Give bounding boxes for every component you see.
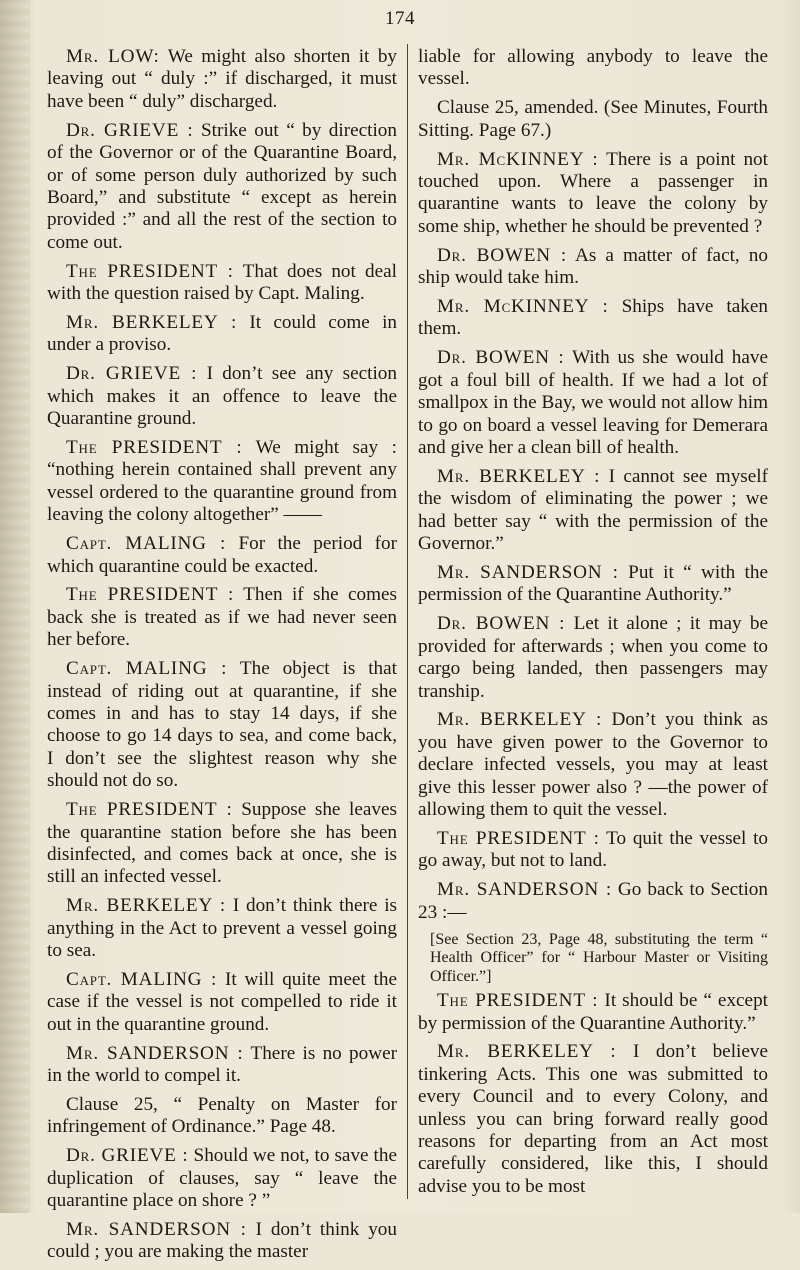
page-number: 174: [385, 8, 415, 29]
speaker-name: Mr. BERKELEY :: [66, 311, 238, 333]
paragraph: [47, 1219, 397, 1264]
paragraph: [47, 437, 397, 527]
right-column: [418, 46, 768, 1205]
paragraph: [418, 97, 768, 142]
paragraph: [47, 46, 397, 113]
paragraph: [418, 296, 768, 341]
paragraph: [47, 363, 397, 430]
paragraph-text: We might also shorten it by leaving out “ duly :” if discharged, it must have been “ duly” discharged.: [47, 46, 398, 112]
speaker-name: Mr. McKINNEY :: [437, 148, 599, 170]
paragraph: [47, 120, 397, 254]
speaker-name: Dr. GRIEVE :: [66, 1145, 189, 1167]
paragraph-text: I don’t think there is anything in the Act to prevent a vessel going to sea.: [47, 895, 397, 962]
paragraph-text: I don’t believe tinkering Acts. This one was submitted to every Council and to every Colony, and unless you can bring forward really good reasons for departing from an Act most carefully considered, like this, I should advise you to be most: [418, 1041, 768, 1197]
paragraph-text: liable for allowing anybody to leave the vessel.: [418, 46, 768, 90]
paragraph: [47, 261, 397, 306]
paragraph-text: To quit the vessel to go away, but not to land.: [418, 828, 768, 872]
paragraph-text: I cannot see myself the wisdom of eliminating the power ; we had better say “ with the permission of the Governor.”: [418, 465, 768, 555]
paragraph-text: Don’t you think as you have given power to the Governor to declare infected vessels, you may at least give this lesser power also ? —the power of allowing them to quit the vessel.: [418, 709, 768, 821]
speaker-name: Mr. McKINNEY :: [437, 296, 609, 318]
paragraph: [418, 931, 768, 987]
speaker-name: The PRESIDENT :: [66, 799, 233, 821]
paragraph-text: Clause 25, amended. (See Minutes, Fourth Sitting. Page 67.): [418, 97, 768, 141]
speaker-name: Mr. SANDERSON :: [437, 879, 612, 901]
paragraph: [47, 533, 397, 578]
paragraph: [418, 990, 768, 1035]
paragraph-text: I don’t see any section which makes it an offence to leave the Quarantine ground.: [47, 363, 397, 430]
paragraph-text: The object is that instead of riding out at quarantine, if she comes in and has to stay 14 days, if she choose to go 14 days to sea, and come back, I don’t see the slightest reason why she should not do so.: [47, 658, 397, 792]
speaker-name: Dr. BOWEN :: [437, 244, 567, 266]
paragraph-text: For the period for which quarantine could be exacted.: [47, 533, 397, 577]
paragraph-text: [See Section 23, Page 48, substituting the term “ Health Officer” for “ Harbour Master or Visiting Officer.”]: [430, 930, 768, 985]
paragraph-text: We might say : “nothing herein contained shall prevent any vessel ordered to the quarantine ground from leaving the colony altogether” ——: [47, 437, 397, 526]
paragraph: [47, 584, 397, 651]
paragraph-text: It could come in under a proviso.: [47, 311, 398, 356]
speaker-name: Mr. BERKELEY :: [437, 1041, 617, 1063]
paragraph: [47, 1043, 397, 1088]
speaker-name: Mr. SANDERSON :: [66, 1219, 247, 1240]
speaker-name: Mr. SANDERSON :: [437, 562, 619, 584]
paragraph: [418, 149, 768, 239]
paragraph: [418, 1041, 768, 1198]
paragraph: [47, 969, 397, 1036]
paragraph-text: Clause 25, “ Penalty on Master for infringement of Ordinance.” Page 48.: [47, 1093, 397, 1138]
paragraph-text: I don’t think you could ; you are making the master: [47, 1219, 397, 1263]
speaker-name: The PRESIDENT :: [66, 437, 243, 458]
paragraph: [418, 245, 768, 290]
binding-gutter: [0, 0, 30, 1213]
column-divider: [407, 44, 408, 1199]
speaker-name: Dr. GRIEVE :: [66, 119, 194, 141]
speaker-name: The PRESIDENT :: [437, 990, 599, 1012]
paragraph: [418, 46, 768, 91]
paragraph: [418, 828, 768, 873]
speaker-name: Capt. MALING :: [66, 968, 218, 990]
left-column: [47, 46, 397, 1270]
paragraph-text: Strike out “ by direction of the Governor or of the Quarantine Board, or of some person duly authorized by such Board,” and substitute “ except as herein provided :” and all the rest of the section to come out.: [47, 119, 397, 253]
paragraph-text: Go back to Section 23 :—: [418, 879, 768, 923]
paragraph-text: Then if she comes back she is treated as if we had never seen her before.: [47, 584, 397, 651]
speaker-name: Mr. LOW:: [66, 46, 160, 67]
paragraph: [418, 347, 768, 459]
paragraph-text: Suppose she leaves the quarantine station before she has been disinfected, and comes back at once, she is still an infected vessel.: [47, 799, 397, 888]
paragraph: [47, 1145, 397, 1212]
paragraph-text: It should be “ except by permission of the Quarantine Authority.”: [418, 990, 768, 1034]
speaker-name: Mr. BERKELEY :: [66, 895, 227, 917]
paragraph: [418, 709, 768, 821]
speaker-name: Capt. MALING :: [66, 533, 227, 555]
speaker-name: Dr. BOWEN :: [437, 613, 566, 635]
paragraph: [47, 799, 397, 889]
paragraph: [418, 466, 768, 556]
paragraph-text: There is no power in the world to compel it.: [47, 1042, 397, 1087]
speaker-name: Mr. BERKELEY :: [437, 709, 603, 731]
paragraph-text: There is a point not touched upon. Where a passenger in quarantine wants to leave the colony by some ship, whether he should be prevented ?: [418, 148, 768, 237]
paragraph-text: As a matter of fact, no ship would take him.: [418, 244, 768, 289]
paragraph-text: That does not deal with the question raised by Capt. Maling.: [47, 260, 397, 305]
speaker-name: The PRESIDENT :: [66, 584, 235, 606]
speaker-name: Mr. BERKELEY :: [437, 465, 601, 487]
paragraph: [47, 895, 397, 962]
speaker-name: Mr. SANDERSON :: [66, 1042, 244, 1064]
paragraph-text: It will quite meet the case if the vessel is not compelled to ride it out in the quarantine ground.: [47, 968, 397, 1035]
speaker-name: Dr. BOWEN :: [437, 347, 565, 369]
paragraph: [418, 879, 768, 924]
paragraph: [418, 613, 768, 703]
paragraph-text: Should we not, to save the duplication of clauses, say “ leave the quarantine place on shore ? ”: [47, 1145, 397, 1212]
speaker-name: Capt. MALING :: [66, 658, 228, 680]
paragraph-text: With us she would have got a foul bill of health. If we had a lot of smallpox in the Bay, we would not allow him to go on board a vessel leaving for Demerara and give her a clean bill of health.: [418, 347, 768, 458]
paragraph: [418, 562, 768, 607]
paragraph-text: Let it alone ; it may be provided for afterwards ; when you come to cargo being landed, then passengers may tranship.: [418, 613, 769, 702]
paragraph: [47, 658, 397, 792]
speaker-name: Dr. GRIEVE :: [66, 363, 198, 385]
paragraph: [47, 312, 397, 357]
speaker-name: The PRESIDENT :: [66, 260, 234, 282]
paragraph: [47, 1094, 397, 1139]
paragraph-text: Ships have taken them.: [418, 296, 768, 340]
speaker-name: The PRESIDENT :: [437, 828, 600, 849]
paragraph-text: Put it “ with the permission of the Quarantine Authority.”: [418, 562, 768, 606]
